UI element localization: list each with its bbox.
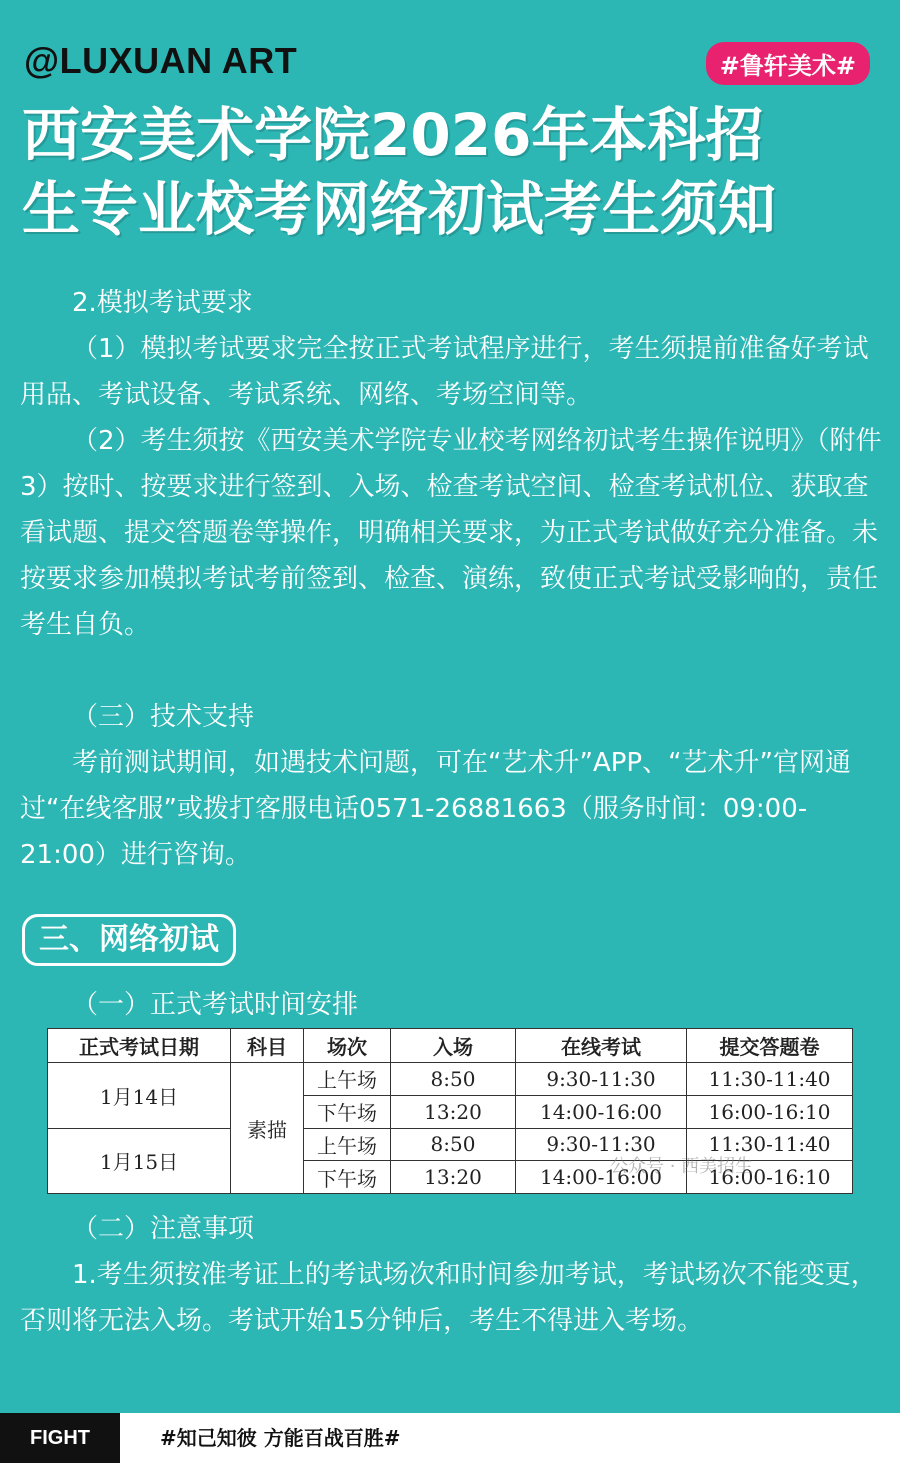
- exam-time-cell: 14:00-16:00: [516, 1095, 687, 1128]
- submit-time-cell: 11:30-11:40: [687, 1063, 853, 1096]
- footer-slogan: #知己知彼 方能百战百胜#: [160, 1426, 401, 1450]
- submit-time-cell: 16:00-16:10: [687, 1161, 853, 1194]
- schedule-subheading: （一）正式考试时间安排: [72, 990, 359, 1020]
- tech-support-paragraph: 考前测试期间，如遇技术问题，可在“艺术升”APP、“艺术升”官网通过“在线客服”或拨打客服电话0571-26881663（服务时间：09:00-21:00）进行咨询。: [20, 748, 852, 870]
- exam-time-cell: 9:30-11:30: [516, 1128, 687, 1161]
- header-entry: 入场: [391, 1029, 516, 1063]
- exam-time-cell: 9:30-11:30: [516, 1063, 687, 1096]
- session-cell: 上午场: [304, 1063, 391, 1096]
- page-title: [22, 98, 882, 246]
- session-cell: 上午场: [304, 1128, 391, 1161]
- watermark: 公众号 · 西美招生: [610, 1156, 754, 1177]
- title-line-1: 西安美术学院2026年本科招: [22, 101, 764, 169]
- session-cell: 下午场: [304, 1161, 391, 1194]
- table-row: [48, 1063, 853, 1096]
- tech-support-heading: （三）技术支持: [72, 702, 255, 732]
- date-cell: 1月15日: [48, 1128, 231, 1194]
- note-paragraph-1: 1.考生须按准考证上的考试场次和时间参加考试，考试场次不能变更，否则将无法入场。考试开始15分钟后，考生不得进入考场。: [20, 1260, 877, 1336]
- entry-cell: 8:50: [391, 1063, 516, 1096]
- date-cell: 1月14日: [48, 1063, 231, 1129]
- mock-exam-paragraph-1: （1）模拟考试要求完全按正式考试程序进行，考生须提前准备好考试用品、考试设备、考试系统、网络、考场空间等。: [20, 334, 869, 410]
- submit-time-cell: 11:30-11:40: [687, 1128, 853, 1161]
- mock-exam-heading: 2.模拟考试要求: [72, 288, 253, 318]
- brand-name: @LUXUAN ART: [24, 40, 298, 81]
- entry-cell: 8:50: [391, 1128, 516, 1161]
- footer-fight-label: FIGHT: [0, 1413, 120, 1463]
- footer-bar: [0, 1413, 900, 1463]
- entry-cell: 13:20: [391, 1095, 516, 1128]
- subject-cell: 素描: [231, 1063, 304, 1194]
- title-line-2: 生专业校考网络初试考生须知: [22, 175, 777, 243]
- header-date: 正式考试日期: [48, 1029, 231, 1063]
- notes-subheading: （二）注意事项: [72, 1214, 255, 1244]
- mock-exam-paragraph-2: （2）考生须按《西安美术学院专业校考网络初试考生操作说明》（附件3）按时、按要求进行签到、入场、检查考试空间、检查考试机位、获取查看试题、提交答题卷等操作，明确相关要求，为正式考试做好充分准备。未按要求参加模拟考试考前签到、检查、演练，致使正式考试受影响的，责任考生自负。: [20, 426, 882, 640]
- header-online-exam: 在线考试: [516, 1029, 687, 1063]
- mock-exam-section: [20, 280, 882, 878]
- header-subject: 科目: [231, 1029, 304, 1063]
- session-cell: 下午场: [304, 1095, 391, 1128]
- spacer: [20, 648, 882, 694]
- header-session: 场次: [304, 1029, 391, 1063]
- table-header-row: [48, 1029, 853, 1063]
- entry-cell: 13:20: [391, 1161, 516, 1194]
- submit-time-cell: 16:00-16:10: [687, 1095, 853, 1128]
- exam-time-cell: 14:00-16:00: [516, 1161, 687, 1194]
- section-heading: 三、网络初试: [22, 914, 236, 966]
- brand-tag: #鲁轩美术#: [706, 42, 870, 85]
- header-submit: 提交答题卷: [687, 1029, 853, 1063]
